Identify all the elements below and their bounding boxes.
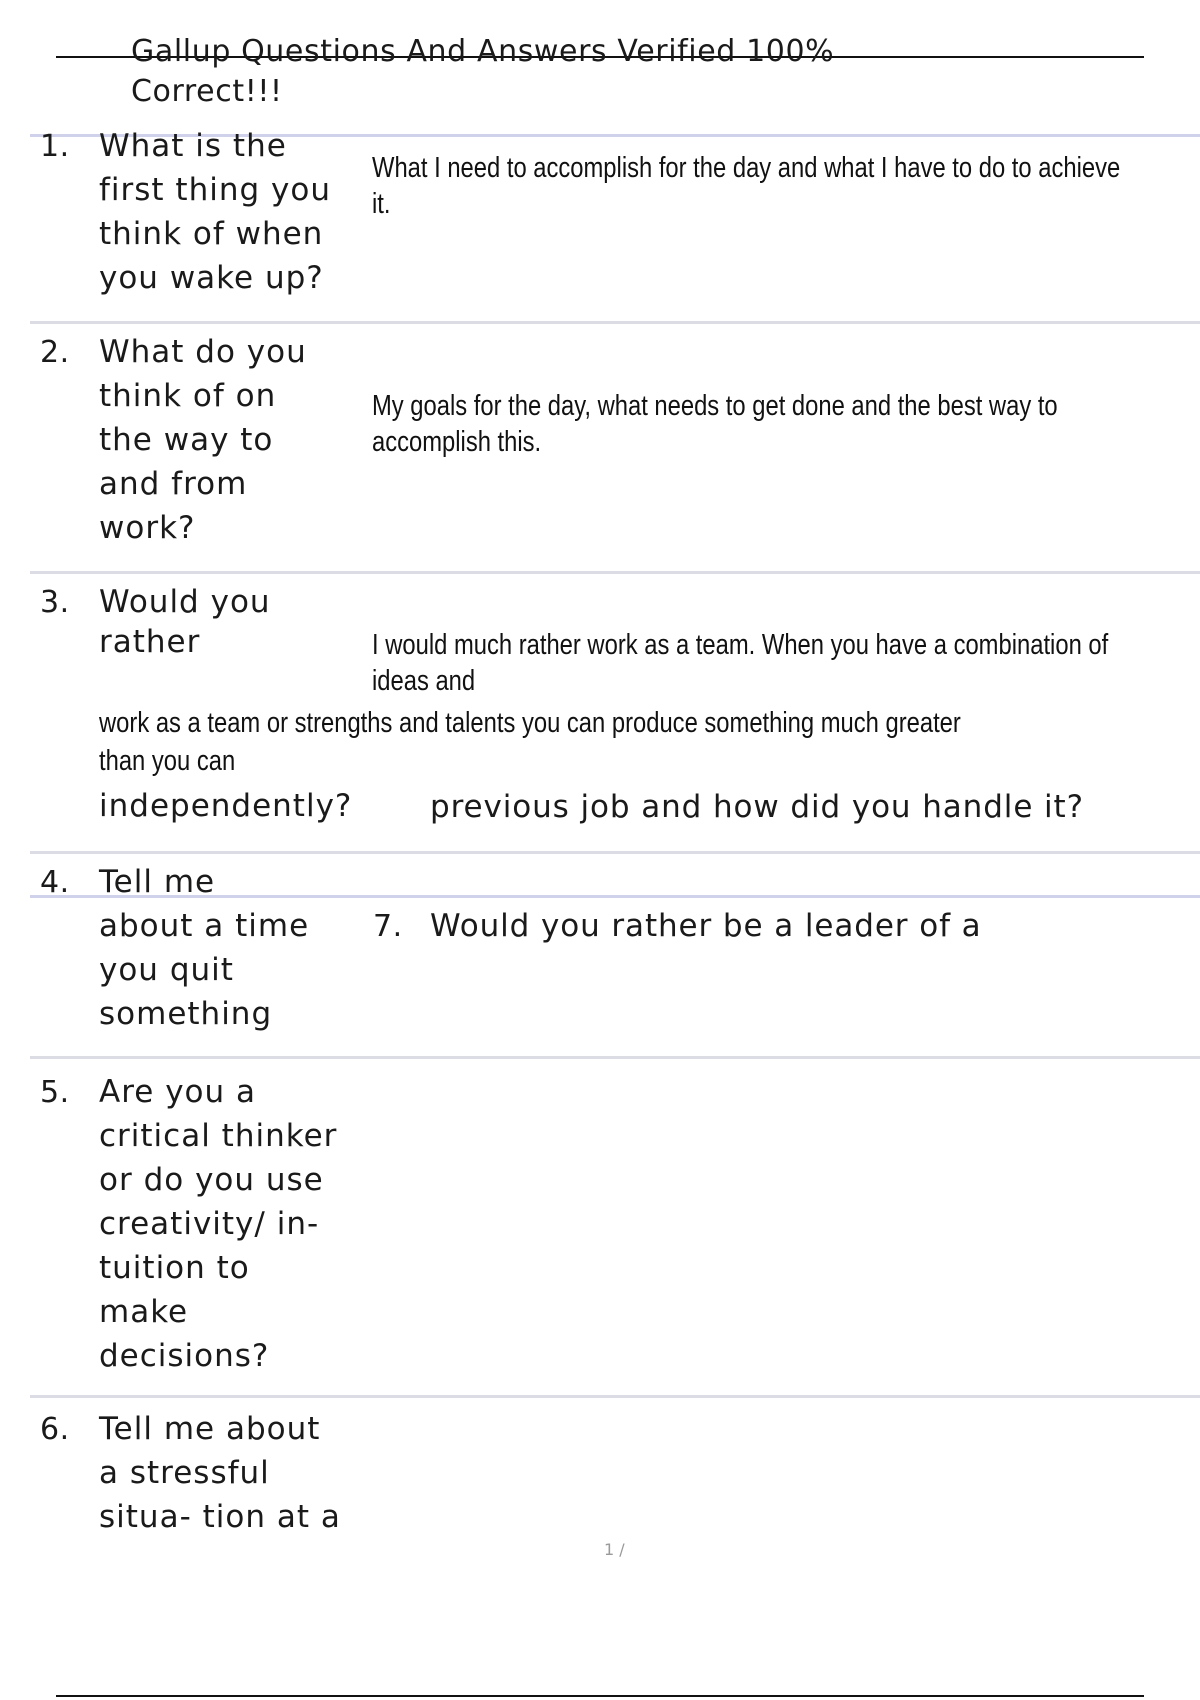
question-text: Are you a critical thinker or do you use creativity/ in- tuition to make decisions?	[99, 1074, 338, 1374]
question-number: 6.	[40, 1412, 70, 1447]
question-text: What is the first thing you think of when you wake up?	[99, 128, 331, 296]
question-text: What do you think of on the way to and from work?	[99, 334, 307, 546]
document-title-line-1: Gallup Questions And Answers Verified 100%	[131, 34, 835, 69]
bottom-rule	[56, 1695, 1144, 1697]
answer-line: ideas and	[372, 665, 476, 697]
answer-line: What I need to accomplish for the day and what I have to do to achieve	[372, 152, 1121, 184]
row-separator	[30, 571, 1200, 574]
question-text: independently?	[99, 788, 353, 824]
answer-line: I would much rather work as a team. When you have a combination of	[372, 629, 1109, 661]
row-separator	[30, 1056, 1200, 1059]
question-text: Tell me about a stressful situa- tion at a	[99, 1411, 341, 1535]
answer-line: accomplish this.	[372, 426, 542, 458]
row-separator	[30, 321, 1200, 324]
answer-wrap-line: work as a team or strengths and talents you can produce something much greater	[99, 707, 961, 739]
q7-number-fragment: 7.	[373, 909, 403, 944]
q7-text-fragment: Would you rather be a leader of a	[430, 908, 982, 944]
question-text: Would you	[99, 584, 271, 620]
page-indicator: 1 /	[604, 1540, 625, 1559]
answer-line: it.	[372, 188, 391, 220]
question-number: 1.	[40, 129, 70, 164]
document-title-line-2: Correct!!!	[131, 74, 283, 109]
answer-wrap-line: than you can	[99, 745, 236, 777]
q6-continuation-fragment: previous job and how did you handle it?	[430, 789, 1084, 825]
question-number: 2.	[40, 335, 70, 370]
question-text: Tell me about a time you quit something	[99, 864, 310, 1032]
question-number: 3.	[40, 585, 70, 620]
question-number: 5.	[40, 1075, 70, 1110]
row-separator	[30, 1395, 1200, 1398]
question-text: rather	[99, 624, 201, 660]
question-number: 4.	[40, 865, 70, 900]
answer-line: My goals for the day, what needs to get done and the best way to	[372, 390, 1058, 422]
row-separator	[30, 851, 1200, 854]
